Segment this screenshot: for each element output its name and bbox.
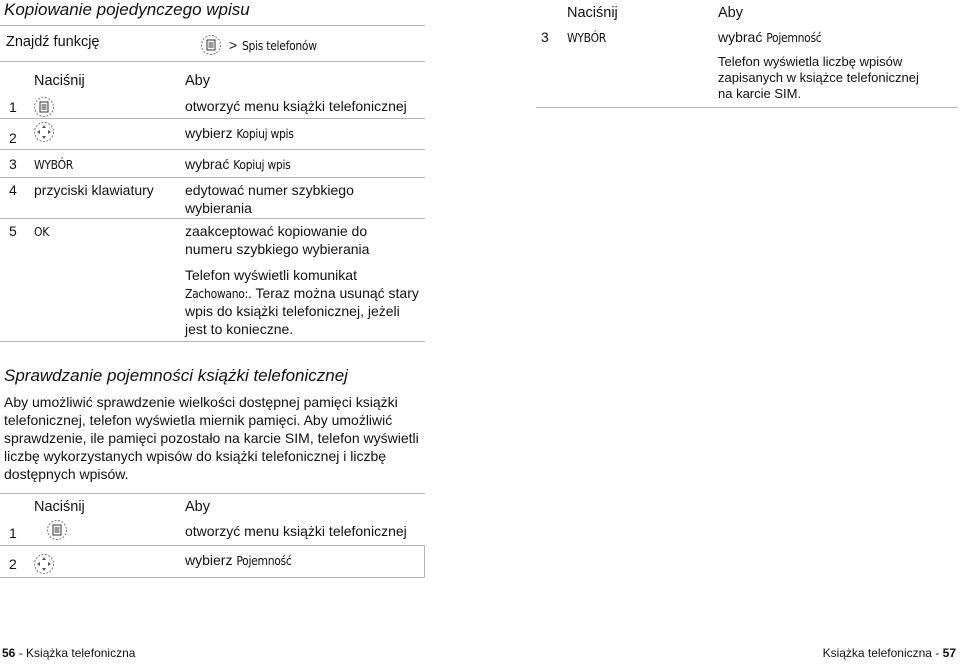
col-header-to: Aby (185, 73, 210, 89)
softkey-ok: OK (34, 225, 49, 239)
menu-item-capacity: Pojemność (766, 31, 822, 45)
footer-separator: - (931, 646, 943, 660)
row-divider (0, 149, 425, 150)
table-bottom-border (0, 577, 425, 578)
menu-item-copy-entry: Kopiuj wpis (236, 127, 294, 141)
page-number: 57 (942, 646, 956, 660)
softkey-select: WYBÓR (34, 158, 73, 172)
table-top-border (0, 493, 425, 494)
row-divider (0, 218, 425, 219)
section-title-capacity: Sprawdzanie pojemności książki telefonicznej (4, 366, 348, 385)
row-action: otworzyć menu książki telefonicznej (185, 523, 407, 539)
row-divider (0, 545, 425, 546)
footer-title: Książka telefoniczna (26, 646, 136, 660)
table-right-border (424, 545, 425, 578)
path-separator: > (229, 37, 238, 53)
row-action: otworzyć menu książki telefonicznej (185, 98, 407, 114)
note-line: na karcie SIM. (718, 86, 802, 101)
row-action-line2: numeru szybkiego wybierania (185, 241, 370, 257)
footer-title: Książka telefoniczna (822, 646, 932, 660)
note-line: Telefon wyświetla liczbę wpisów (718, 54, 903, 69)
table-bottom-border (0, 341, 425, 342)
section-title-copy-entry: Kopiowanie pojedynczego wpisu (4, 0, 250, 19)
row-action (185, 124, 294, 143)
row-action-line1: edytować numer szybkiego (185, 182, 354, 198)
note-line: jest to konieczne. (185, 321, 294, 337)
body-line: dostępnych wpisów. (4, 466, 129, 482)
action-prefix: wybrać (185, 156, 230, 172)
row-divider (0, 118, 425, 119)
row-number: 5 (9, 223, 17, 239)
col-header-to: Aby (718, 5, 743, 21)
row-number: 1 (9, 99, 17, 115)
page-number: 56 (2, 646, 16, 660)
note-line: wpis do książki telefonicznej, jeżeli (185, 303, 400, 319)
note-block (718, 54, 919, 102)
menu-item-capacity: Pojemność (236, 554, 292, 568)
note-text: . Teraz można usunąć stary (247, 285, 419, 301)
col-header-to: Aby (185, 499, 210, 515)
note-line (185, 284, 419, 303)
row-action (185, 155, 290, 174)
row-number: 3 (541, 29, 549, 45)
find-feature-divider (0, 61, 425, 62)
section-body (4, 393, 434, 483)
action-prefix: wybierz (185, 552, 233, 568)
row-number: 3 (9, 156, 17, 172)
menu-key-icon (200, 34, 222, 59)
row-action-line2: wybierania (185, 200, 252, 216)
softkey-select: WYBÓR (567, 31, 606, 45)
table-bottom-border (536, 107, 958, 108)
row-action-line1: zaakceptować kopiowanie do (185, 223, 368, 239)
menu-key-icon (46, 519, 68, 544)
find-feature-label: Znajdź funkcję (6, 34, 100, 50)
row-number: 1 (9, 525, 17, 541)
col-header-press: Naciśnij (567, 5, 618, 21)
note-line: zapisanych w książce telefonicznej (718, 70, 919, 85)
section-divider (0, 25, 425, 26)
row-number: 2 (9, 556, 17, 572)
path-menu-item: Spis telefonów (242, 39, 317, 53)
footer-separator: - (15, 646, 27, 660)
row-number: 4 (9, 182, 17, 198)
nav-key-icon (33, 553, 55, 578)
body-line: liczbę wykorzystanych wpisów do książki telefonicznej i liczbę (4, 448, 387, 464)
nav-key-icon (33, 121, 55, 146)
page-footer-left (2, 646, 135, 660)
note-line: Telefon wyświetli komunikat (185, 267, 357, 283)
action-prefix: wybrać (718, 29, 763, 45)
action-prefix: wybierz (185, 125, 233, 141)
page-footer-right (823, 646, 956, 660)
menu-item-copy-entry: Kopiuj wpis (233, 158, 291, 172)
menu-item-saved: Zachowano: (185, 287, 248, 301)
body-line: sprawdzenie, ile pamięci pozostało na karcie SIM, telefon wyświetli (4, 430, 419, 446)
body-line: Aby umożliwić sprawdzenie wielkości dostępnej pamięci książki (4, 394, 398, 410)
row-action (185, 551, 292, 570)
col-header-press: Naciśnij (34, 499, 85, 515)
col-header-press: Naciśnij (34, 73, 85, 89)
row-divider (0, 177, 425, 178)
body-line: telefonicznej, telefon wyświetla miernik pamięci. Aby umożliwić (4, 412, 393, 428)
keypad-keys: przyciski klawiatury (34, 182, 154, 198)
row-number: 2 (9, 130, 17, 146)
row-action (718, 28, 821, 47)
